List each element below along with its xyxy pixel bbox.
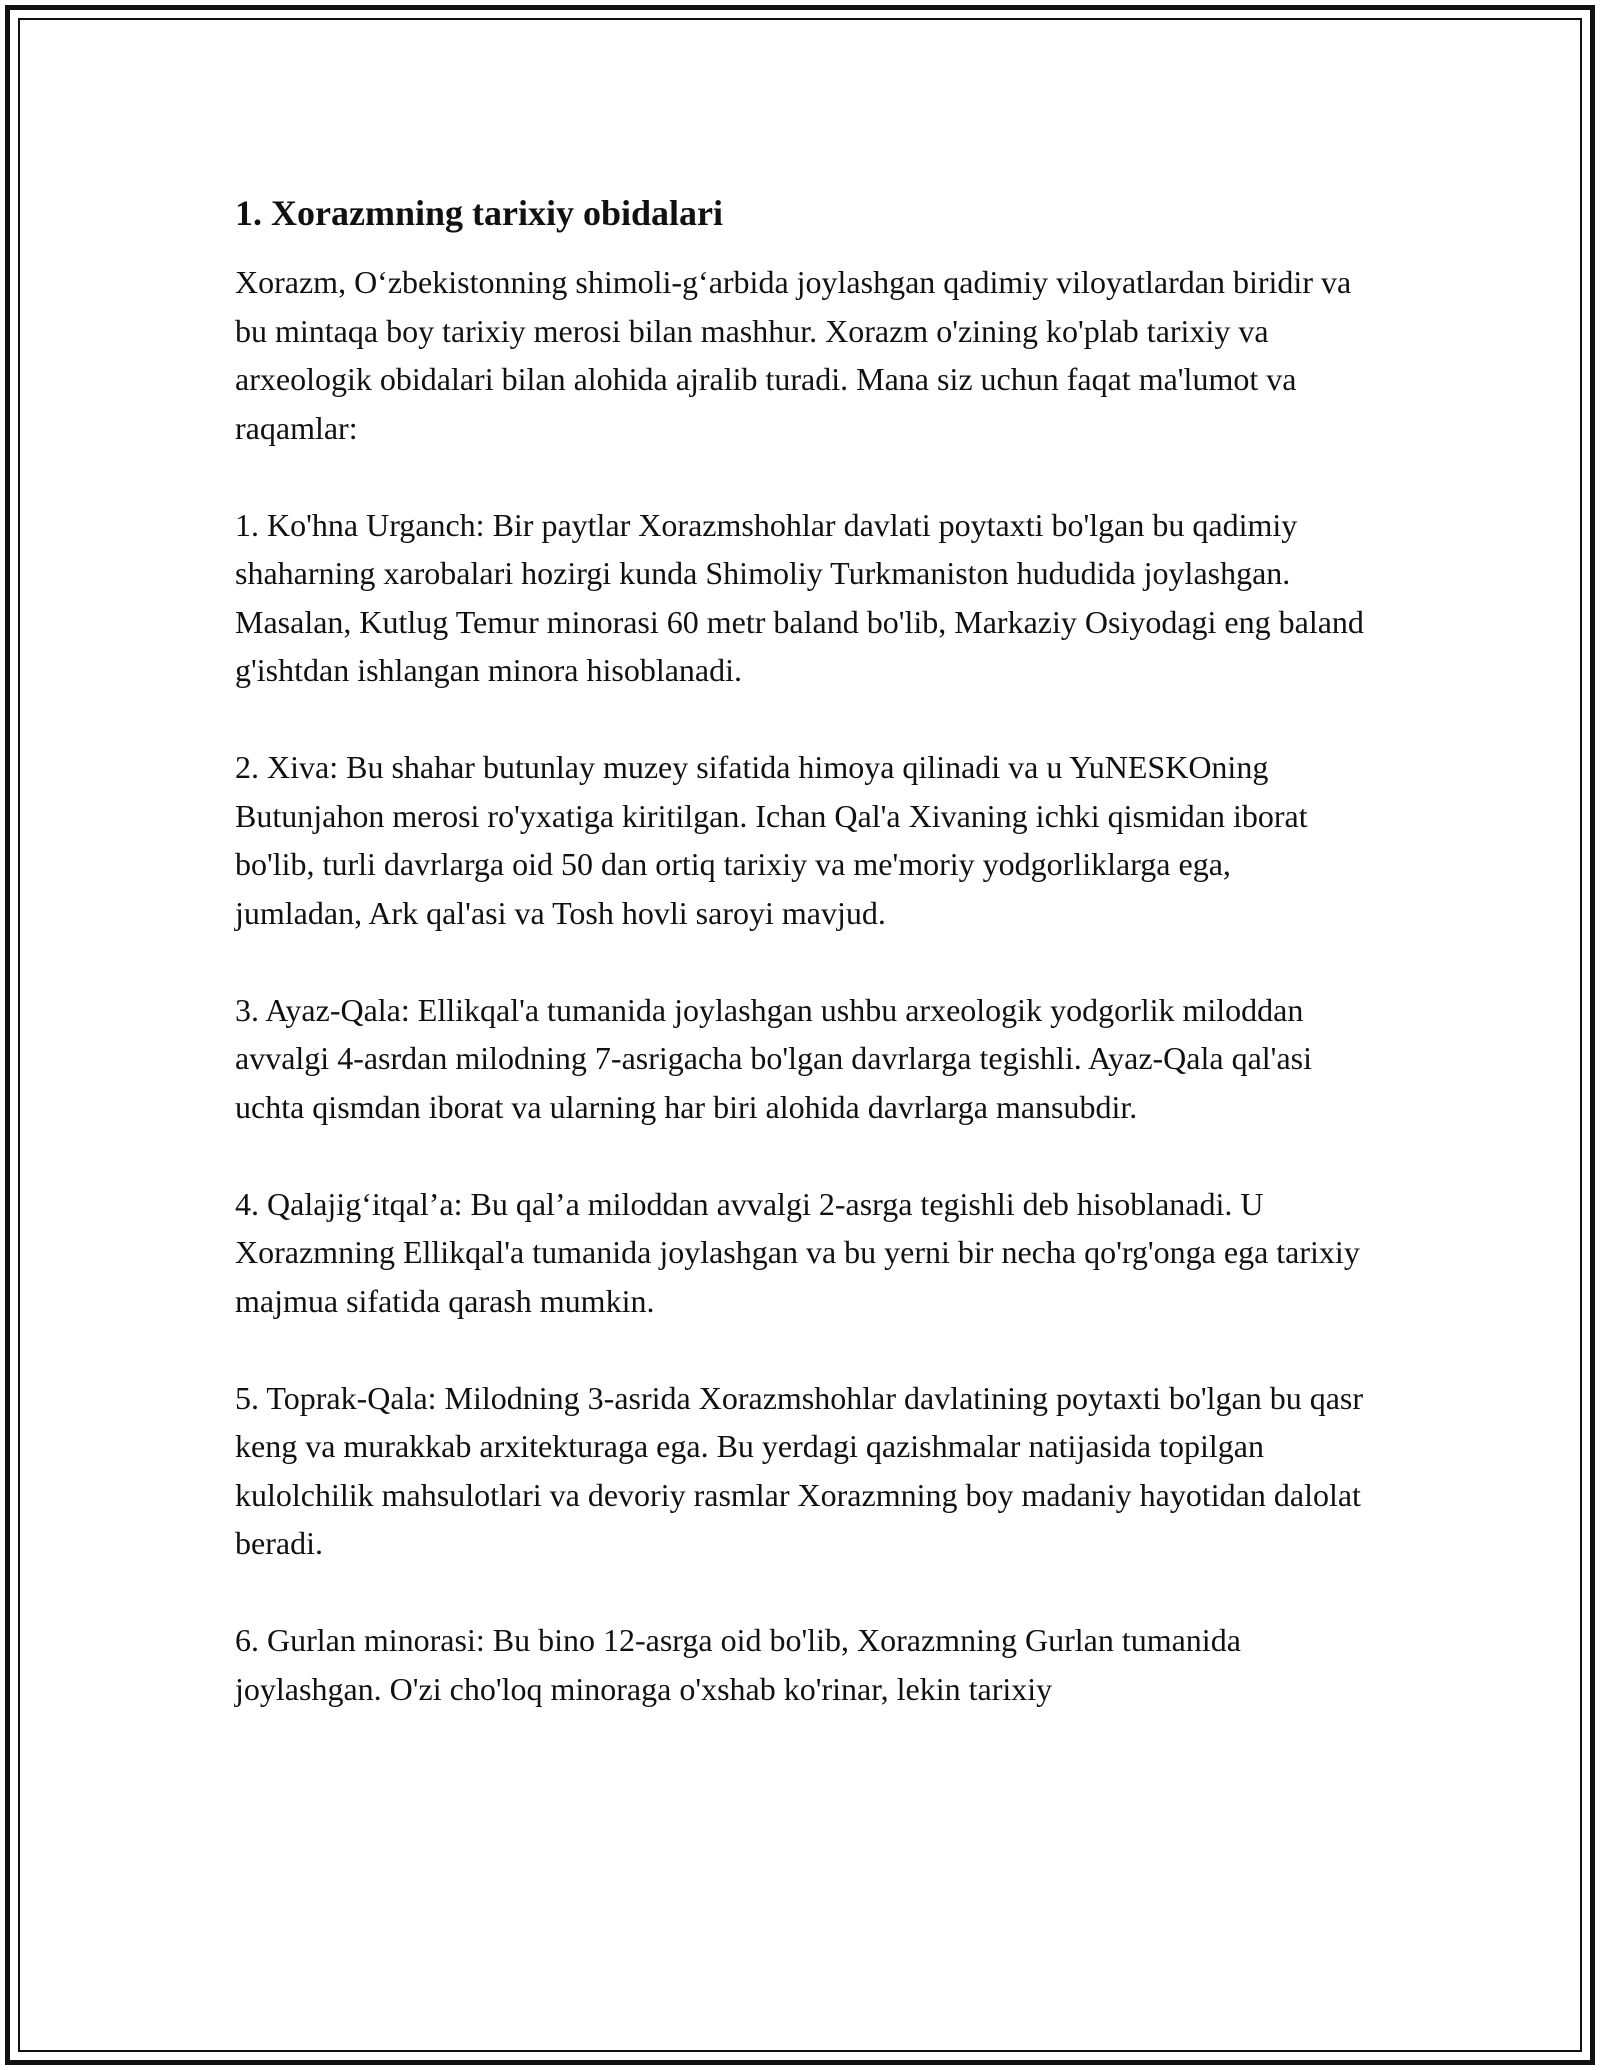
document-body bbox=[235, 180, 1365, 1713]
intro-paragraph: Xorazm, O‘zbekistonning shimoli-g‘arbida joylashgan qadimiy viloyatlardan biridir va bu mintaqa boy tarixiy merosi bilan mashhur. Xorazm o'zining ko'plab tarixiy va arxeologik obidalari bilan alohida ajralib turadi. Mana siz uchun faqat ma'lumot va raqamlar: bbox=[235, 264, 1352, 446]
page-title: 1. Xorazmning tarixiy obidalari bbox=[235, 193, 723, 233]
paragraph-xiva: 2. Xiva: Bu shahar butunlay muzey sifatida himoya qilinadi va u YuNESKOning Butunjahon merosi ro'yxatiga kiritilgan. Ichan Qal'a Xivaning ichki qismidan iborat bo'lib, turli davrlarga oid 50 dan ortiq tarixiy va me'moriy yodgorliklarga ega, jumladan, Ark qal'asi va Tosh hovli saroyi mavjud. bbox=[235, 749, 1308, 931]
paragraph-gurlan-minorasi: 6. Gurlan minorasi: Bu bino 12-asrga oid bo'lib, Xorazmning Gurlan tumanida joylashgan. O'zi cho'loq minoraga o'xshab ko'rinar, lekin tarixiy bbox=[235, 1622, 1241, 1707]
paragraph-ayaz-qala: 3. Ayaz-Qala: Ellikqal'a tumanida joylashgan ushbu arxeologik yodgorlik miloddan avvalgi 4-asrdan milodning 7-asrigacha bo'lgan davrlarga tegishli. Ayaz-Qala qal'asi uchta qismdan iborat va ularning har biri alohida davrlarga mansubdir. bbox=[235, 991, 1312, 1125]
paragraph-qalajigitqala: 4. Qalajig‘itqal’a: Bu qal’a miloddan avvalgi 2-asrga tegishli deb hisoblanadi. U Xorazmning Ellikqal'a tumanida joylashgan va bu yerni bir necha qo'rg'onga ega tarixiy majmua sifatida qarash mumkin. bbox=[235, 1185, 1360, 1319]
paragraph-kohna-urganch: 1. Ko'hna Urganch: Bir paytlar Xorazmshohlar davlati poytaxti bo'lgan bu qadimiy shaharning xarobalari hozirgi kunda Shimoliy Turkmaniston hududida joylashgan. Masalan, Kutlug Temur minorasi 60 metr baland bo'lib, Markaziy Osiyodagi eng baland g'ishtdan ishlangan minora hisoblanadi. bbox=[235, 506, 1364, 688]
paragraph-toprak-qala: 5. Toprak-Qala: Milodning 3-asrida Xorazmshohlar davlatining poytaxti bo'lgan bu qasr keng va murakkab arxitekturaga ega. Bu yerdagi qazishmalar natijasida topilgan kulolchilik mahsulotlari va devoriy rasmlar Xorazmning boy madaniy hayotidan dalolat beradi. bbox=[235, 1379, 1364, 1561]
